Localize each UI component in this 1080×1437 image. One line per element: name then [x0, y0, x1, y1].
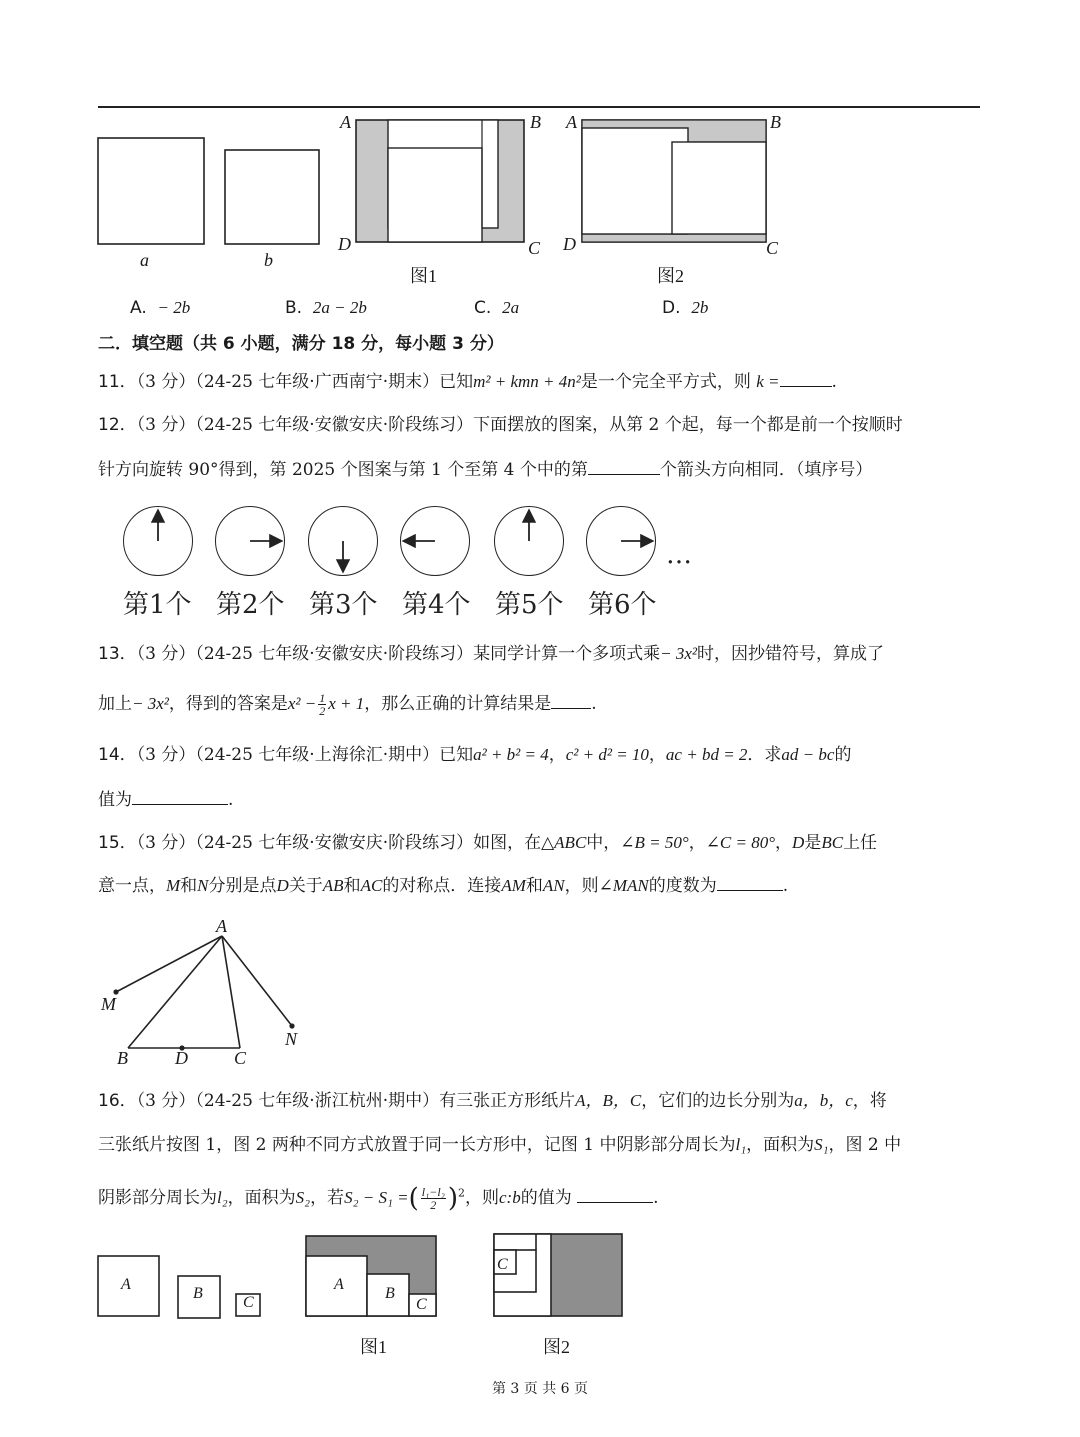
- fig2-corner-C: C: [766, 238, 779, 258]
- fig1-corner-B: B: [530, 112, 541, 132]
- fig1-label-C: C: [416, 1296, 427, 1313]
- answer-blank[interactable]: [577, 1186, 653, 1203]
- choice-B: B. 2a − 2b: [285, 298, 367, 318]
- arrows-layer: [0, 0, 720, 600]
- answer-blank[interactable]: [132, 788, 228, 805]
- fig1-corner-D: D: [338, 234, 351, 254]
- label-M: M: [101, 994, 116, 1014]
- caption-5: 第5个: [495, 590, 564, 620]
- question-14-line2: 值为 .: [98, 790, 234, 810]
- fraction-half: $\frac{1}{2}$: [319, 691, 326, 718]
- section-title: 二．填空题（共 6 小题，满分 18 分，每小题 3 分）: [98, 334, 504, 354]
- question-13-line1: 13．（3 分）（24-25 七年级·安徽安庆·阶段练习）某同学计算一个多项式乘− 3x²时，因抄错符号，算成了: [98, 644, 884, 664]
- caption-3: 第3个: [309, 590, 378, 620]
- label-a: a: [140, 250, 149, 270]
- label-C: C: [234, 1048, 247, 1068]
- question-13-line2: 加上− 3x²，得到的答案是x² − $\frac{1}{2}$ x + 1，那么正确的计算结果是 .: [98, 691, 597, 718]
- choice-C: C. 2a: [474, 298, 520, 318]
- ellipsis: …: [666, 540, 692, 570]
- choice-D: D. 2b: [662, 298, 709, 318]
- fig2-caption: 图2: [657, 266, 684, 286]
- fig1-caption: 图1: [410, 266, 437, 286]
- sq-label-B: B: [193, 1285, 203, 1302]
- point-N: [289, 1023, 294, 1028]
- caption-6: 第6个: [588, 590, 657, 620]
- page-footer: 第 3 页 共 6 页: [491, 1381, 589, 1397]
- answer-blank[interactable]: [551, 692, 591, 709]
- choice-A: A. − 2b: [130, 298, 191, 318]
- q16-fig1-caption: 图1: [360, 1337, 387, 1357]
- caption-4: 第4个: [402, 590, 471, 620]
- fig1-label-A: A: [334, 1276, 344, 1293]
- question-14-line1: 14．（3 分）（24-25 七年级·上海徐汇·期中）已知a² + b² = 4，c² + d² = 10，ac + bd = 2．求ad − bc的: [98, 745, 852, 765]
- answer-blank[interactable]: [717, 874, 783, 891]
- fig1-label-B: B: [385, 1285, 395, 1302]
- caption-2: 第2个: [216, 590, 285, 620]
- question-16-line1: 16．（3 分）（24-25 七年级·浙江杭州·期中）有三张正方形纸片A，B，C，它们的边长分别为a，b，c，将: [98, 1091, 887, 1111]
- caption-1: 第1个: [123, 590, 192, 620]
- label-A: A: [216, 916, 227, 936]
- question-11: 11．（3 分）（24-25 七年级·广西南宁·期末）已知m² + kmn + 4n²是一个完全平方式，则 k = .: [98, 372, 837, 392]
- label-D: D: [175, 1048, 188, 1068]
- fig2-corner-B: B: [770, 112, 781, 132]
- sq-label-C: C: [243, 1294, 254, 1311]
- label-b: b: [264, 250, 273, 270]
- question-12-line2: 针方向旋转 90°得到，第 2025 个图案与第 1 个至第 4 个中的第 个箭头方向相同．（填序号）: [98, 460, 873, 480]
- squares-figure: [90, 1228, 640, 1328]
- question-15-line1: 15．（3 分）（24-25 七年级·安徽安庆·阶段练习）如图，在△ABC中，∠B = 50°，∠C = 80°，D是BC上任: [98, 833, 878, 853]
- answer-blank[interactable]: [780, 370, 832, 387]
- label-B: B: [117, 1048, 128, 1068]
- fig1-corner-C: C: [528, 238, 541, 258]
- label-N: N: [285, 1029, 298, 1049]
- fig1-corner-A: A: [340, 112, 351, 132]
- question-12-line1: 12．（3 分）（24-25 七年级·安徽安庆·阶段练习）下面摆放的图案，从第 2 个起，每一个都是前一个按顺时: [98, 415, 903, 435]
- q16-fig2-caption: 图2: [543, 1337, 570, 1357]
- fig2-label-C: C: [497, 1256, 508, 1273]
- sq-label-A: A: [121, 1276, 131, 1293]
- question-15-line2: 意一点，M和N分别是点D关于AB和AC的对称点．连接AM和AN，则∠MAN的度数为 .: [98, 876, 789, 896]
- fig2-corner-A: A: [566, 112, 577, 132]
- question-16-line2: 三张纸片按图 1，图 2 两种不同方式放置于同一长方形中，记图 1 中阴影部分周长为l₁，面积为S₁，图 2 中: [98, 1135, 902, 1155]
- question-16-line3: 阴影部分周长为l₂，面积为S₂，若S₂ − S₁ =( $\frac{\text{l₁−l₂}}{2}$ )$^2$，则c:b的值为 .: [98, 1183, 659, 1214]
- fig2-corner-D: D: [563, 234, 576, 254]
- fraction-l: $\frac{\text{l₁−l₂}}{2}$: [421, 1185, 445, 1212]
